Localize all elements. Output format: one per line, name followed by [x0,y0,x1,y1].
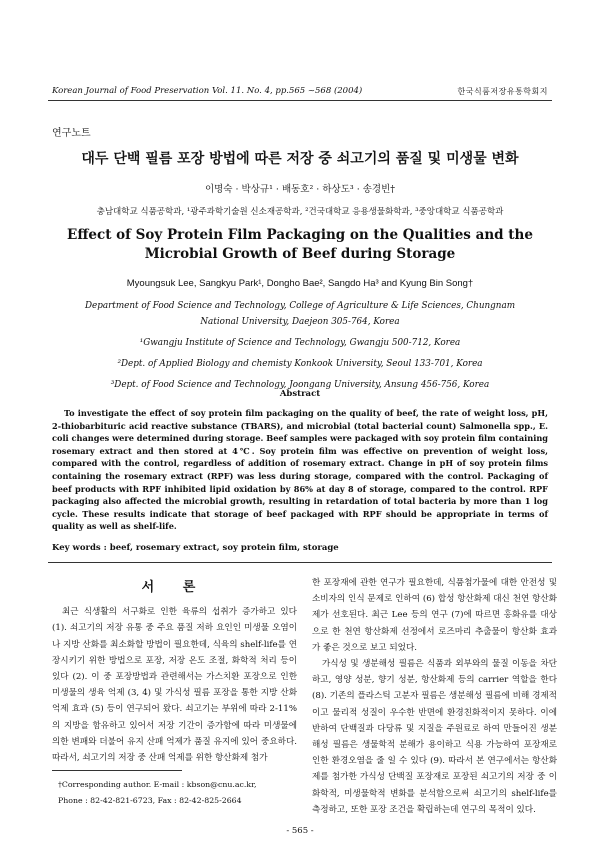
footnote-email: †Corresponding author. E-mail : kbson@cnu.ac.kr, [58,780,257,789]
korean-title: 대두 단백 필름 포장 방법에 따른 저장 중 쇠고기의 품질 및 미생물 변화 [81,151,519,167]
section-label: 연구노트 [52,128,91,139]
left-column [52,574,297,766]
abstract-heading: Abstract [279,389,321,399]
body-paragraph: 최근 식생활의 서구화로 인한 육류의 섭취가 증가하고 있다 (1). 쇠고기의 저장 유통 중 주요 품질 저하 요인인 미생물 오염이나 지방 산화를 최소화할 방법이 필요한데, 식육의 shelf-life를 연장시키기 위한 방법으로 포장, 저장 온도 조절, 화학적 처리 등이 있다 (2). 이 중 포장방법과 관련해서는 가스치환 포장으로 인한 미생물의 생육 억제 (3, 4) 및 가식성 필름 포장을 통한 지방 산화 억제 효과 (5) 등이 연구되어 왔다. 쇠고기는 부위에 따라 2-11%의 지방을 함유하고 있어서 저장 기간이 증가함에 따라 미생물에 의한 변패와 더불어 유지 산패 억제가 품질 유지에 있어 중요하다. 따라서, 쇠고기의 저장 중 산패 억제를 위한 항산화제 첨가 [52,607,297,764]
footnote [58,777,256,809]
english-authors: Myoungsuk Lee, Sangkyu Park¹, Dongho Bae², Sangdo Ha³ and Kyung Bin Song† [126,278,474,289]
page-number: - 565 - [286,826,314,836]
footnote-phone: Phone : 82-42-821-6723, Fax : 82-42-825-2664 [58,796,242,805]
society-header: 한국식품저장유통학회지 [457,87,548,96]
affiliation-line: ²Dept. of Applied Biology and chemisty Konkook University, Seoul 133-701, Korea [117,359,483,369]
keywords-divider [48,562,552,563]
footnote-divider [52,770,182,771]
keywords: Key words : beef, rosemary extract, soy protein film, storage [52,543,339,553]
body-paragraph: 한 포장재에 관한 연구가 필요한데, 식품첨가물에 대한 안전성 및 소비자의 인식 문제로 인하여 (6) 합성 항산화제 대신 천연 항산화제가 선호된다. 최근 Lee 등의 연구 (7)에 따르면 홍화유를 대상으로 한 천연 항산화제 선정에서 로즈마리 추출물이 항산화 효과가 좋은 것으로 보고 되었다. [312,578,557,653]
korean-authors: 이명숙 · 박상규¹ · 배동호² · 하상도³ · 송경빈† [204,184,396,195]
affiliation-line: ¹Gwangju Institute of Science and Technology, Gwangju 500-712, Korea [139,338,461,348]
korean-affiliations: 충남대학교 식품공학과, ¹광주과학기술원 신소재공학과, ²건국대학교 응용생물화학과, ³중앙대학교 식품공학과 [96,207,504,217]
affiliation-line: National University, Daejeon 305-764, Korea [200,317,400,327]
journal-header: Korean Journal of Food Preservation Vol. 11. No. 4, pp.565 ~568 (2004) [52,86,363,96]
intro-heading: 서 론 [141,580,208,595]
english-affiliations [40,298,560,393]
affiliation-line: Department of Food Science and Technology, College of Agriculture & Life Sciences, Chungnam [84,301,516,311]
abstract-text: To investigate the effect of soy protein film packaging on the quality of beef, the rate of weight loss, pH, 2-thiobarbituric acid reactive substance (TBARS), and microbial (total bacterial count) Salmonella spp., E. coli changes were determined during storage. Beef samples were packaged with soy protein film containing rosemary extract and then stored at 4℃. Soy protein film was effective on prevention of weight loss, compared with the control, regardless of addition of rosemary extract. Change in pH of soy protein films containing the rosemary extract (RPF) was less during storage, compared with the control. Packaging of beef products with RPF inhibited lipid oxidation by 86% at day 8 of storage, compared to the control. RPF packaging also affected the microbial growth, resulting in retardation of total bacteria by more than 1 log cycle. These results indicate that storage of beef packaged with RPF should be appropriate in terms of quality as well as shelf-life. [52,408,548,532]
body-paragraph: 가식성 및 생분해성 필름은 식품과 외부와의 물질 이동을 차단하고, 영양 성분, 향기 성분, 항산화제 등의 carrier 역할을 한다 (8). 기존의 플라스틱 고분자 필름은 생분해성 필름에 비해 경제적이고 물리적 성질이 우수한 반면에 환경친화적이지 못하다. 이에 반하여 단백질과 다당류 및 지질을 주원료로 하여 만들어진 생분해성 필름은 생물학적 분해가 용이하고 식용 가능하여 포장재로 인한 환경오염을 줄 일 수 있다 (9). 따라서 본 연구에서는 항산화제를 첨가한 가식성 단백질 포장재로 포장된 쇠고기의 저장 중 이화학적, 미생물학적 변화를 분석함으로써 쇠고기의 shelf-life를 측정하고, 또한 포장 조건을 확립하는데 연구의 목적이 있다. [312,659,557,815]
header-divider [48,100,552,101]
affiliation-line: ³Dept. of Food Science and Technology, Joongang University, Ansung 456-756, Korea [110,380,490,390]
right-column [312,575,557,818]
english-title: Effect of Soy Protein Film Packaging on the Qualities and the Microbial Growth of Beef during Storage [67,227,533,262]
